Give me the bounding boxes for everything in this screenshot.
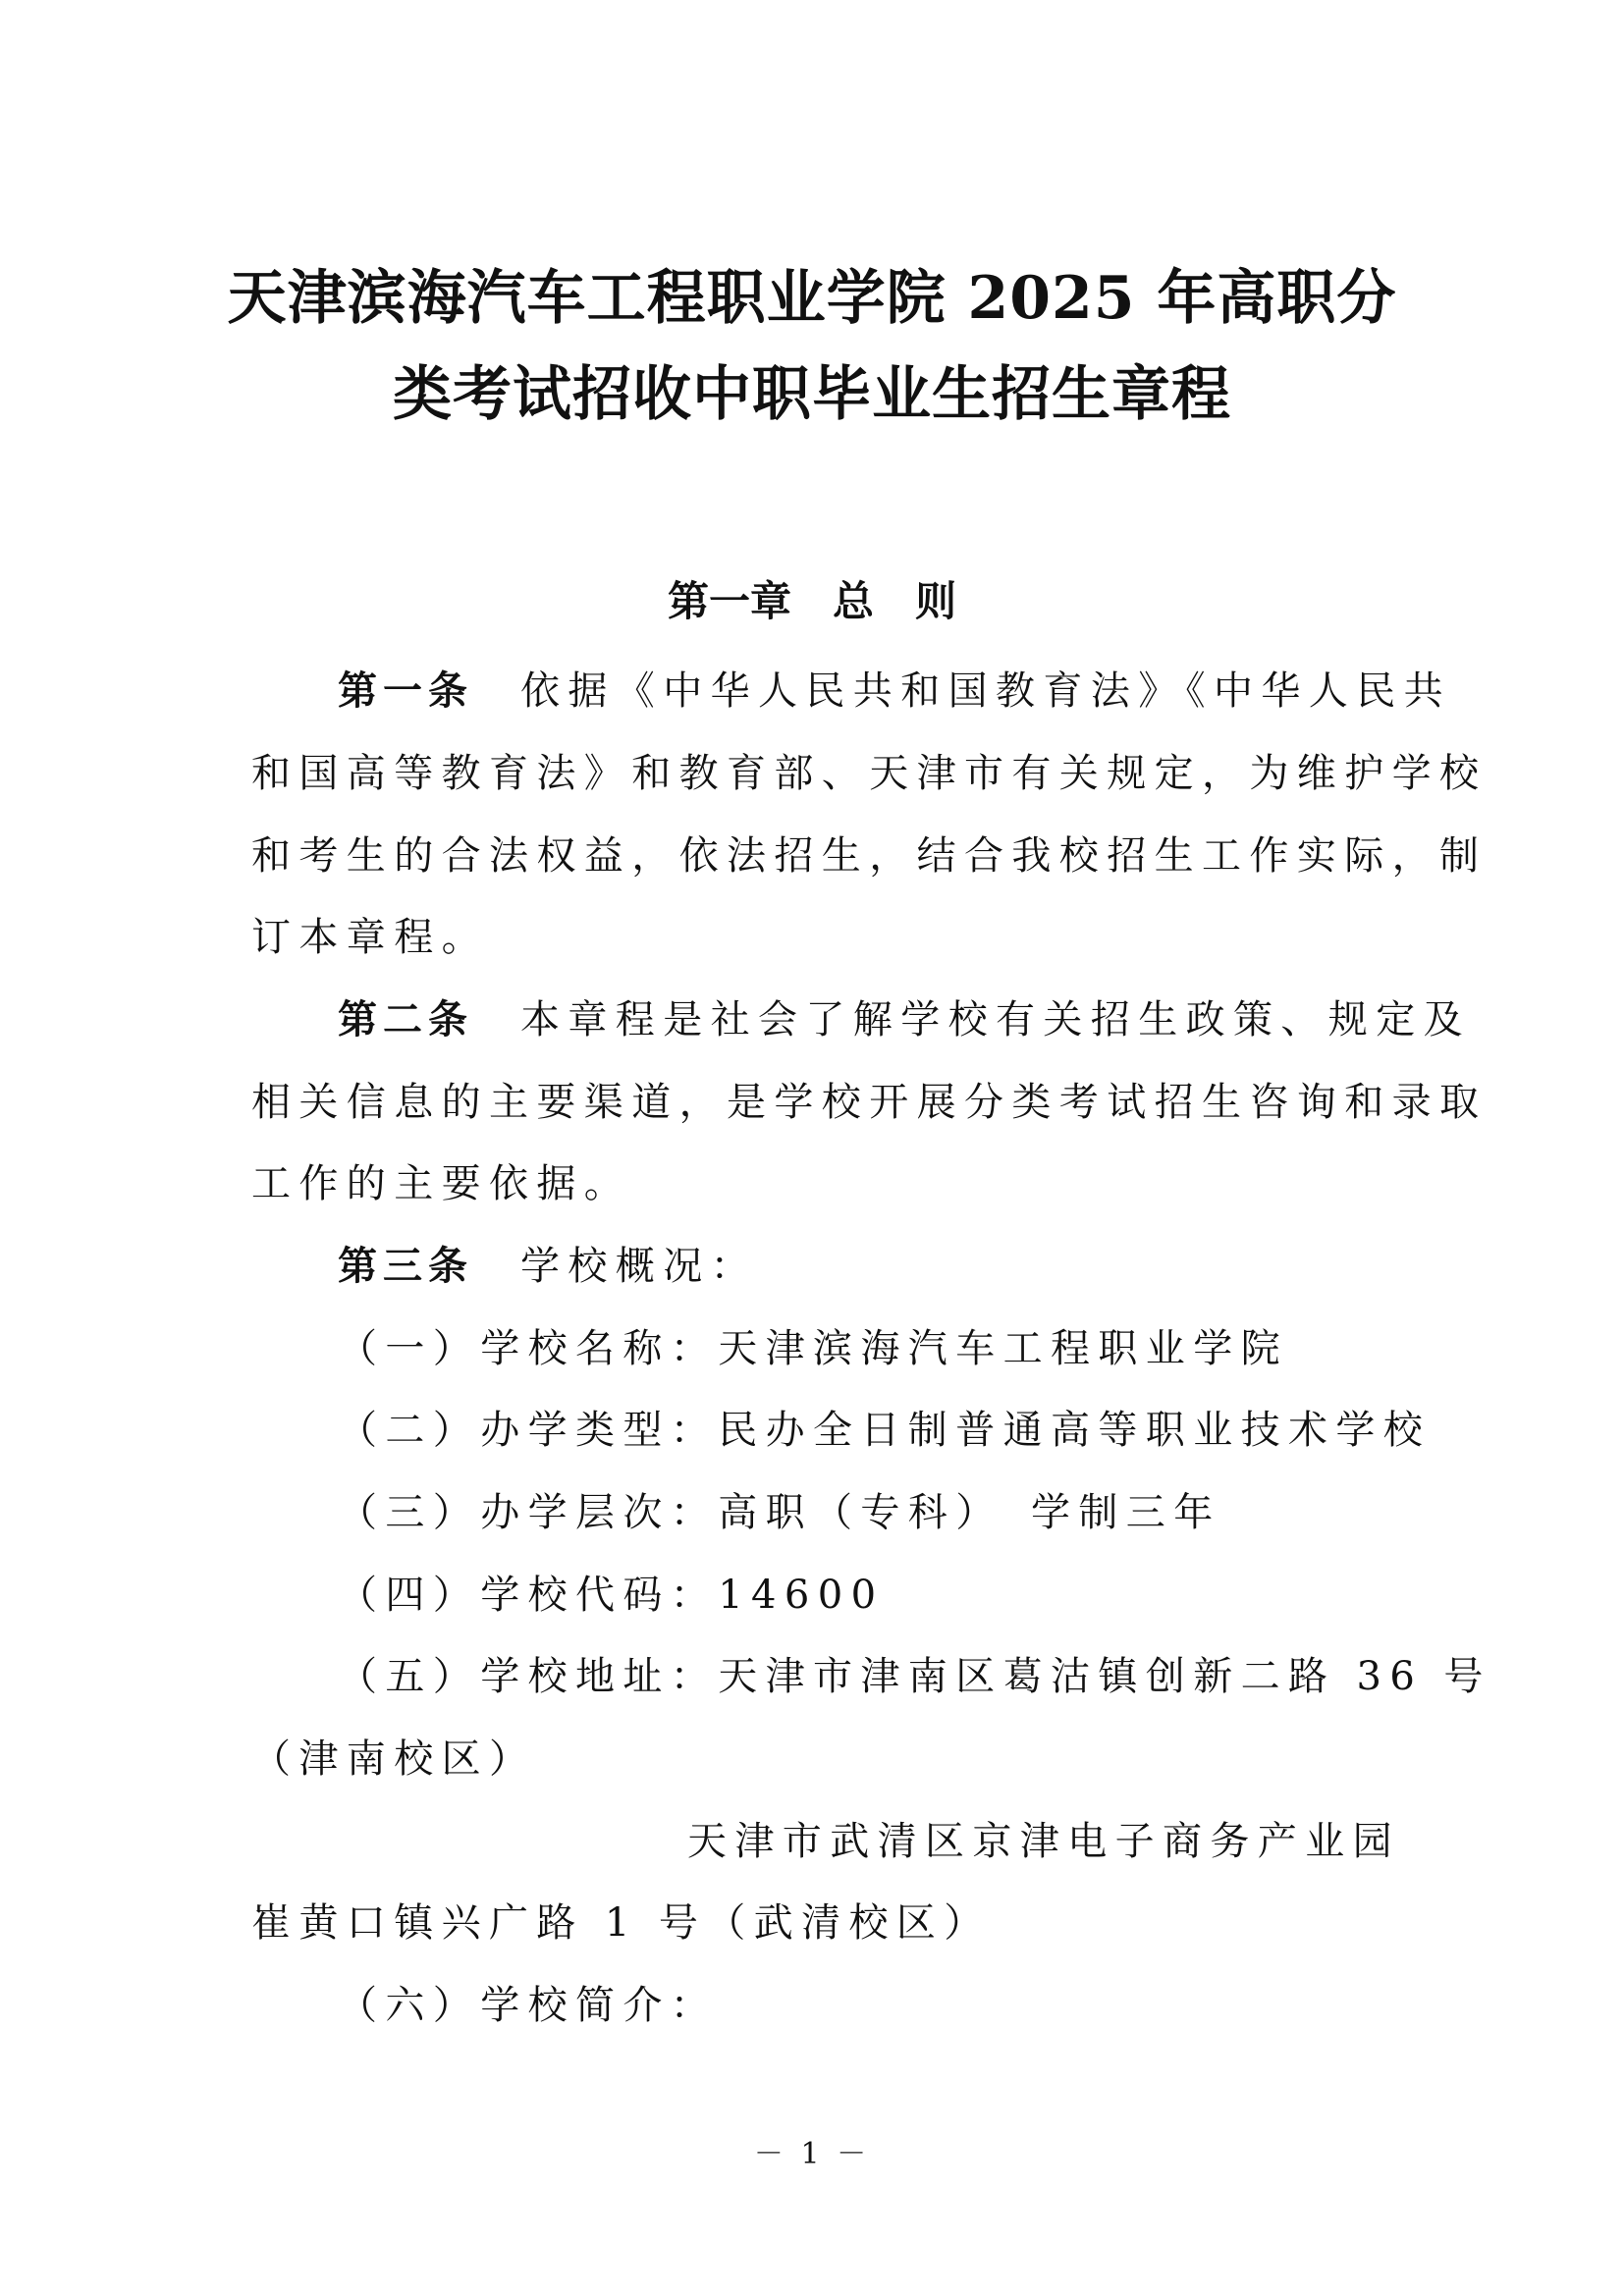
article-2-label: 第二条 xyxy=(338,996,473,1042)
school-level-item: （三）办学层次：高职（专科） 学制三年 xyxy=(338,1490,1221,1535)
article-2-text-2: 相关信息的主要渠道，是学校开展分类考试招生咨询和录取 xyxy=(251,1080,1488,1125)
school-name-item: （一）学校名称：天津滨海汽车工程职业学院 xyxy=(338,1326,1288,1371)
school-address-campus-jinnan: （津南校区） xyxy=(251,1736,537,1782)
school-address-item: （五）学校地址：天津市津南区葛沽镇创新二路 36 号 xyxy=(338,1654,1491,1699)
article-1-text-3: 和考生的合法权益，依法招生，结合我校招生工作实际，制 xyxy=(251,833,1488,879)
article-1-label: 第一条 xyxy=(338,667,473,714)
school-intro-item: （六）学校简介： xyxy=(338,1983,719,2028)
article-2-first-line xyxy=(338,998,1471,1041)
article-3-text: 学校概况： xyxy=(520,1244,758,1289)
article-3-first-line xyxy=(338,1245,758,1288)
article-3-label: 第三条 xyxy=(338,1243,473,1289)
article-1-text-2: 和国高等教育法》和教育部、天津市有关规定，为维护学校 xyxy=(251,751,1488,796)
article-1-first-line xyxy=(338,669,1451,713)
article-2-text-1: 本章程是社会了解学校有关招生政策、规定及 xyxy=(520,997,1471,1042)
document-title-line-1: 天津滨海汽车工程职业学院 2025 年高职分 xyxy=(227,264,1397,333)
chapter-heading: 第一章 总 则 xyxy=(667,577,956,625)
article-2-text-3: 工作的主要依据。 xyxy=(251,1161,632,1206)
school-address-line-wuqing: 天津市武清区京津电子商务产业园 xyxy=(687,1819,1400,1864)
school-code-item: （四）学校代码：14600 xyxy=(338,1573,885,1618)
document-title-line-2: 类考试招收中职毕业生招生章程 xyxy=(393,360,1231,429)
article-1-text-4: 订本章程。 xyxy=(251,915,489,960)
page-number: － 1 － xyxy=(753,2137,871,2171)
school-type-item: （二）办学类型：民办全日制普通高等职业技术学校 xyxy=(338,1408,1432,1453)
school-address-campus-wuqing: 崔黄口镇兴广路 1 号（武清校区） xyxy=(251,1900,992,1946)
article-1-text-1: 依据《中华人民共和国教育法》《中华人民共 xyxy=(520,668,1451,714)
